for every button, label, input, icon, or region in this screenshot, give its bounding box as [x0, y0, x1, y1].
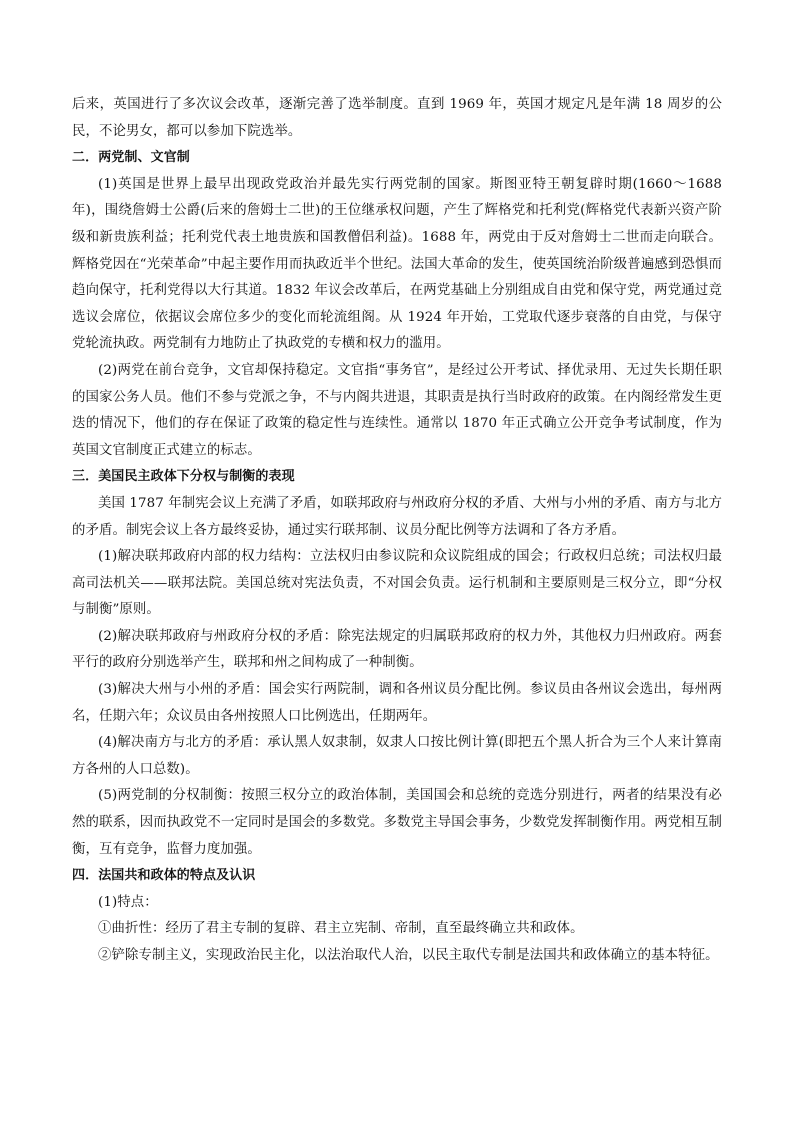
paragraph-tortuousness: ①曲折性：经历了君主专制的复辟、君主立宪制、帝制，直至最终确立共和政体。: [98, 921, 584, 937]
paragraph-features-label: (1)特点：: [98, 894, 158, 910]
paragraph-democratization: ②铲除专制主义，实现政治民主化，以法治取代人治，以民主取代专制是法国共和政体确立的基本特征。: [98, 948, 719, 963]
paragraph-federal-power-structure: (1)解决联邦政府内部的权力结构：立法权归由参议院和众议院组成的国会；行政权归总统；司法权归最高司法机关——联邦法院。美国总统对宪法负责，不对国会负责。运行机制和主要原则是三权分立，即“分权与制衡”原则。: [72, 549, 722, 618]
paragraph-election-reform: 后来，英国进行了多次议会改革，逐渐完善了选举制度。直到 1969 年，英国才规定凡是年满 18 周岁的公民，不论男女，都可以参加下院选举。: [72, 97, 722, 139]
heading-french-republic: 四．法国共和政体的特点及认识: [72, 868, 256, 884]
heading-us-checks-balances: 三．美国民主政体下分权与制衡的表现: [72, 469, 295, 485]
heading-two-party-civil-service: 二．两党制、文官制: [72, 150, 190, 166]
paragraph-federal-state-division: (2)解决联邦政府与州政府分权的矛盾：除宪法规定的归属联邦政府的权力外，其他权力归州政府。两套平行的政府分别选举产生，联邦和州之间构成了一种制衡。: [72, 628, 722, 671]
paragraph-large-small-states: (3)解决大州与小州的矛盾：国会实行两院制，调和各州议员分配比例。参议员由各州议会选出，每州两名，任期六年；众议员由各州按照人口比例选出，任期两年。: [72, 682, 722, 724]
paragraph-constitutional-convention: 美国 1787 年制宪会议上充满了矛盾，如联邦政府与州政府分权的矛盾、大州与小州的矛盾、南方与北方的矛盾。制宪会议上各方最终妥协，通过实行联邦制、议员分配比例等方法调和了各方矛盾。: [72, 495, 722, 538]
document-body: [72, 92, 722, 970]
paragraph-north-south: (4)解决南方与北方的矛盾：承认黑人奴隶制，奴隶人口按比例计算(即把五个黑人折合为三个人来计算南方各州的人口总数)。: [72, 735, 722, 777]
paragraph-civil-service: (2)两党在前台竞争，文官却保持稳定。文官指“事务官”，是经过公开考试、择优录用、无过失长期任职的国家公务人员。他们不参与党派之争，不与内阁共进退，其职责是执行当时政府的政策。在内阁经常发生更迭的情况下，他们的存在保证了政策的稳定性与连续性。通常以 1870 年正式确立公开竞争考试制度，作为英国文官制度正式建立的标志。: [72, 362, 722, 458]
paragraph-two-party-checks: (5)两党制的分权制衡：按照三权分立的政治体制，美国国会和总统的竞选分别进行，两者的结果没有必然的联系，因而执政党不一定同时是国会的多数党。多数党主导国会事务，少数党发挥制衡作用。两党相互制衡，互有竞争，监督力度加强。: [72, 788, 722, 857]
paragraph-two-party-system: (1)英国是世界上最早出现政党政治并最先实行两党制的国家。斯图亚特王朝复辟时期(1660～1688 年)，围绕詹姆士公爵(后来的詹姆士二世)的王位继承权问题，产生了辉格党和托利党(辉格党代表新兴资产阶级和新贵族利益；托利党代表土地贵族和国教僧侣利益)。1688 年，两党由于反对詹姆士二世而走向联合。辉格党因在“光荣革命”中起主要作用而执政近半个世纪。法国大革命的发生，使英国统治阶级普遍感到恐惧而趋向保守，托利党得以大行其道。1832 年议会改革后，在两党基础上分别组成自由党和保守党，两党通过竞选议会席位，依据议会席位多少的变化而轮流组阁。从 1924 年开始，工党取代逐步衰落的自由党，与保守党轮流执政。两党制有力地防止了执政党的专横和权力的滥用。: [72, 176, 722, 352]
